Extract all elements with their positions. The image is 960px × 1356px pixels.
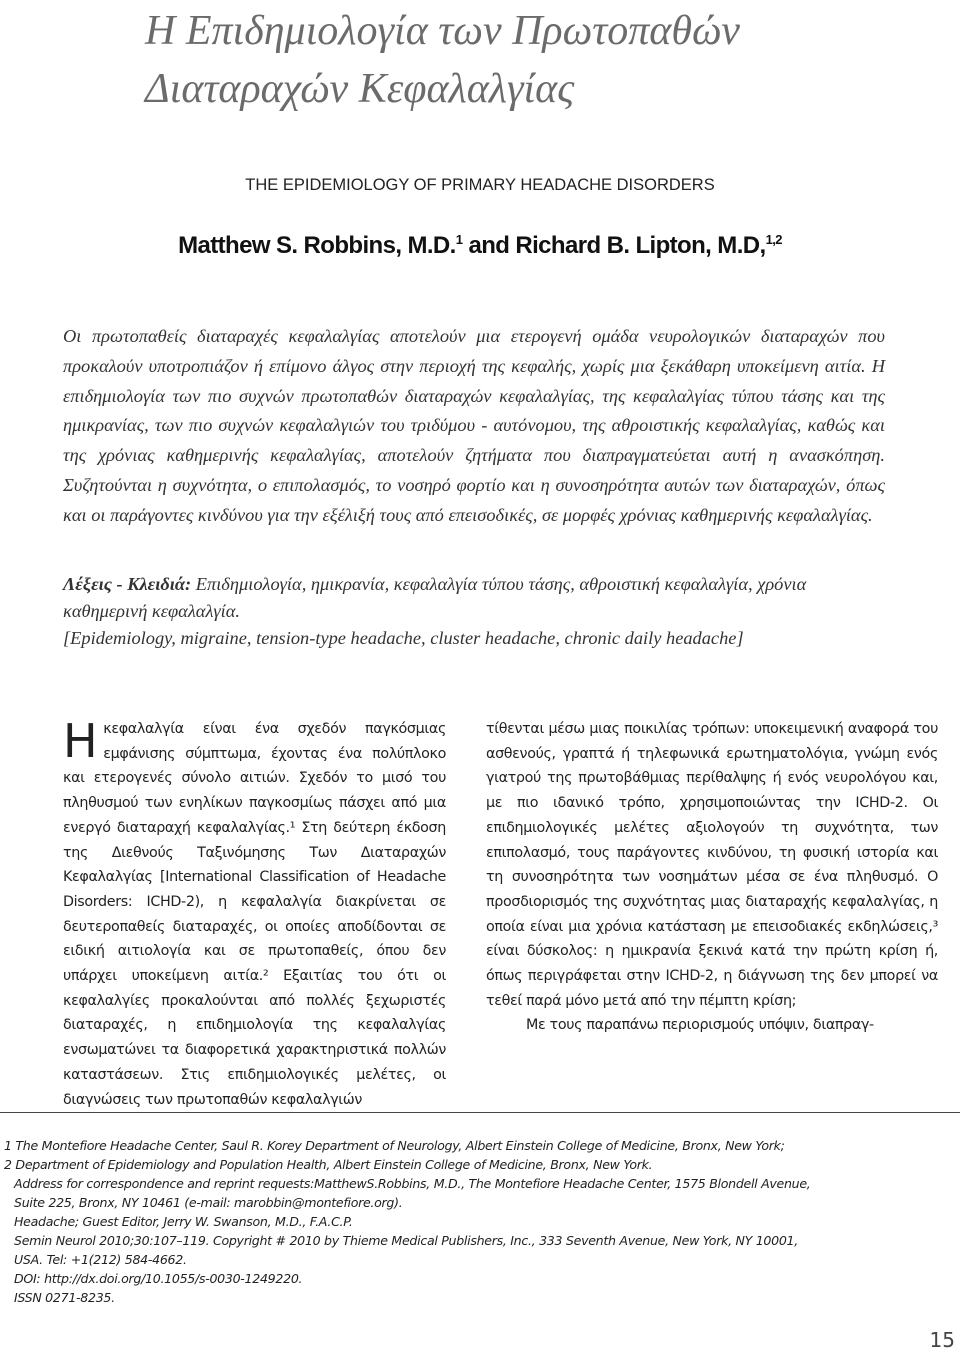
page-number: 15 [929, 1328, 955, 1352]
article-title-line-2: Διαταραχών Κεφαλαλγίας [145, 66, 575, 112]
keywords-label: Λέξεις - Κλειδιά: [63, 574, 192, 594]
body-right-column [486, 717, 938, 1038]
footnote-citation-cont: USA. Tel: +1(212) 584-4662. [14, 1252, 187, 1267]
author-2-affiliation: 1,2 [765, 232, 782, 247]
footnote-affiliation-2: 2 Department of Epidemiology and Population Health, Albert Einstein College of Medicine, Bronx, New York. [4, 1157, 653, 1172]
footnote-issn: ISSN 0271-8235. [14, 1290, 115, 1305]
author-1-affiliation: 1 [455, 232, 463, 247]
author-1: Matthew S. Robbins, M.D. [178, 232, 456, 259]
body-left-text: κεφαλαλγία είναι ένα σχεδόν παγκόσμιας εμφάνισης σύμπτωμα, έχοντας ένα πολύπλοκο και ετερογενές σύνολο αιτιών. Σχεδόν το μισό του πληθυσμού των ενηλίκων παγκοσμίως πάσχει από μια ενεργό διαταραχή κεφαλαλγίας.¹ Στη δεύτερη έκδοση της Διεθνούς Ταξινόμησης Των Διαταραχών Κεφαλαλγίας [International Classification of Headache Disorders: ICHD-2), η κεφαλαλγία διακρίνεται σε δευτεροπαθείς διαταραχές, οι οποίες αποδίδονται σε ειδική αιτιολογία και σε πρωτοπαθείς, όπου δεν υπάρχει υποκείμενη αιτία.² Εξαιτίας του ότι οι κεφαλαλγίες προκαλούνται από πολλές ξεχωριστές διαταραχές, η επιδημιολογία της κεφαλαλγίας ενσωματώνει τα διαφορετικά χαρακτηριστικά πολλών καταστάσεων. Στις επιδημιολογικές μελέτες, οι διαγνώσεις των πρωτοπαθών κεφαλαλγιών [63, 721, 446, 1108]
footnote-correspondence: Address for correspondence and reprint requests:MatthewS.Robbins, M.D., The Montefiore Headache Center, 1575 Blondell Avenue, [14, 1176, 811, 1191]
authors-line [0, 232, 960, 260]
english-title: THE EPIDEMIOLOGY OF PRIMARY HEADACHE DISORDERS [245, 176, 715, 194]
footnote-correspondence-cont: Suite 225, Bronx, NY 10461 (e-mail: marobbin@montefiore.org). [14, 1195, 403, 1210]
footnote-divider [0, 1112, 960, 1113]
body-right-paragraph-2: Με τους παραπάνω περιορισμούς υπόψιν, διαπραγ- [526, 1017, 874, 1034]
footnote-affiliation-1: 1 The Montefiore Headache Center, Saul R. Korey Department of Neurology, Albert Einstein College of Medicine, Bronx, New York; [4, 1138, 785, 1153]
footnote-citation: Semin Neurol 2010;30:107–119. Copyright # 2010 by Thieme Medical Publishers, Inc., 333 Seventh Avenue, New York, NY 10001, [14, 1233, 798, 1248]
keywords-greek: Επιδημιολογία, ημικρανία, κεφαλαλγία τύπου τάσης, αθροιστική κεφαλαλγία, χρόνια καθημερινή κεφαλαλγία. [63, 574, 807, 621]
footnote-guest-editor: Headache; Guest Editor, Jerry W. Swanson, M.D., F.A.C.P. [14, 1214, 353, 1229]
keywords-english: [Epidemiology, migraine, tension-type headache, cluster headache, chronic daily headache] [63, 628, 744, 648]
article-title-line-1: Η Επιδημιολογία των Πρωτοπαθών [145, 8, 740, 54]
footnotes [4, 1136, 934, 1307]
body-left-column [63, 714, 446, 1112]
drop-cap: Η [63, 714, 98, 768]
article-title [145, 2, 925, 118]
keywords [63, 571, 885, 652]
footnote-doi: DOI: http://dx.doi.org/10.1055/s-0030-1249220. [14, 1271, 303, 1286]
abstract-text: Οι πρωτοπαθείς διαταραχές κεφαλαλγίας αποτελούν μια ετερογενή ομάδα νευρολογικών διαταραχών που προκαλούν υποτροπιάζον ή επίμονο άλγος στην περιοχή της κεφαλής, χωρίς μια ξεκάθαρη υποκείμενη αιτία. Η επιδημιολογία των πιο συχνών πρωτοπαθών διαταραχών κεφαλαλγίας, της κεφαλαλγίας τύπου τάσης και της ημικρανίας, των πιο συχνών κεφαλαλγιών του τριδύμου - αυτόνομου, της αθροιστικής κεφαλαλγίας, καθώς και της χρόνιας καθημερινής κεφαλαλγίας, αποτελούν ζητήματα που διαπραγματεύεται αυτή η ανασκόπηση. Συζητούνται η συχνότητα, ο επιπολασμός, το νοσηρό φορτίο και η συνοσηρότητα αυτών των διαταραχών, όπως και οι παράγοντες κινδύνου για την εξέλιξή τους από επεισοδικές, σε μορφές χρόνιας καθημερινής κεφαλαλγίας. [63, 326, 885, 525]
abstract [63, 322, 885, 531]
author-2: and Richard B. Lipton, M.D, [462, 232, 766, 259]
body-right-paragraph-1: τίθενται μέσω μιας ποικιλίας τρόπων: υποκειμενική αναφορά του ασθενούς, γραπτά ή τηλεφωνικά ερωτηματολόγια, γνώμη ενός γιατρού της πρωτοβάθμιας περίθαλψης ή ενός νευρολόγου και, με πιο ιδανικό τρόπο, χρησιμοποιώντας την ICHD-2. Οι επιδημιολογικές μελέτες αξιολογούν τη συχνότητα, των επιπολασμό, τους παράγοντες κινδύνου, τη φυσική ιστορία και τη συνοσηρότητα των νοσημάτων μέσα σε ένα πληθυσμό. Ο προσδιορισμός της συχνότητας μιας διαταραχής κεφαλαλγίας, η οποία είναι μια χρόνια κατάσταση με επεισοδιακές εκδηλώσεις,³ είναι δύσκολος: η ημικρανία ξεκινά κατά την πρώτη κρίση ή, όπως περιγράφεται στην ICHD-2, η διάγνωση της δεν μπορεί να τεθεί παρά μόνο μετά από την πέμπτη κρίση; [486, 721, 938, 1009]
